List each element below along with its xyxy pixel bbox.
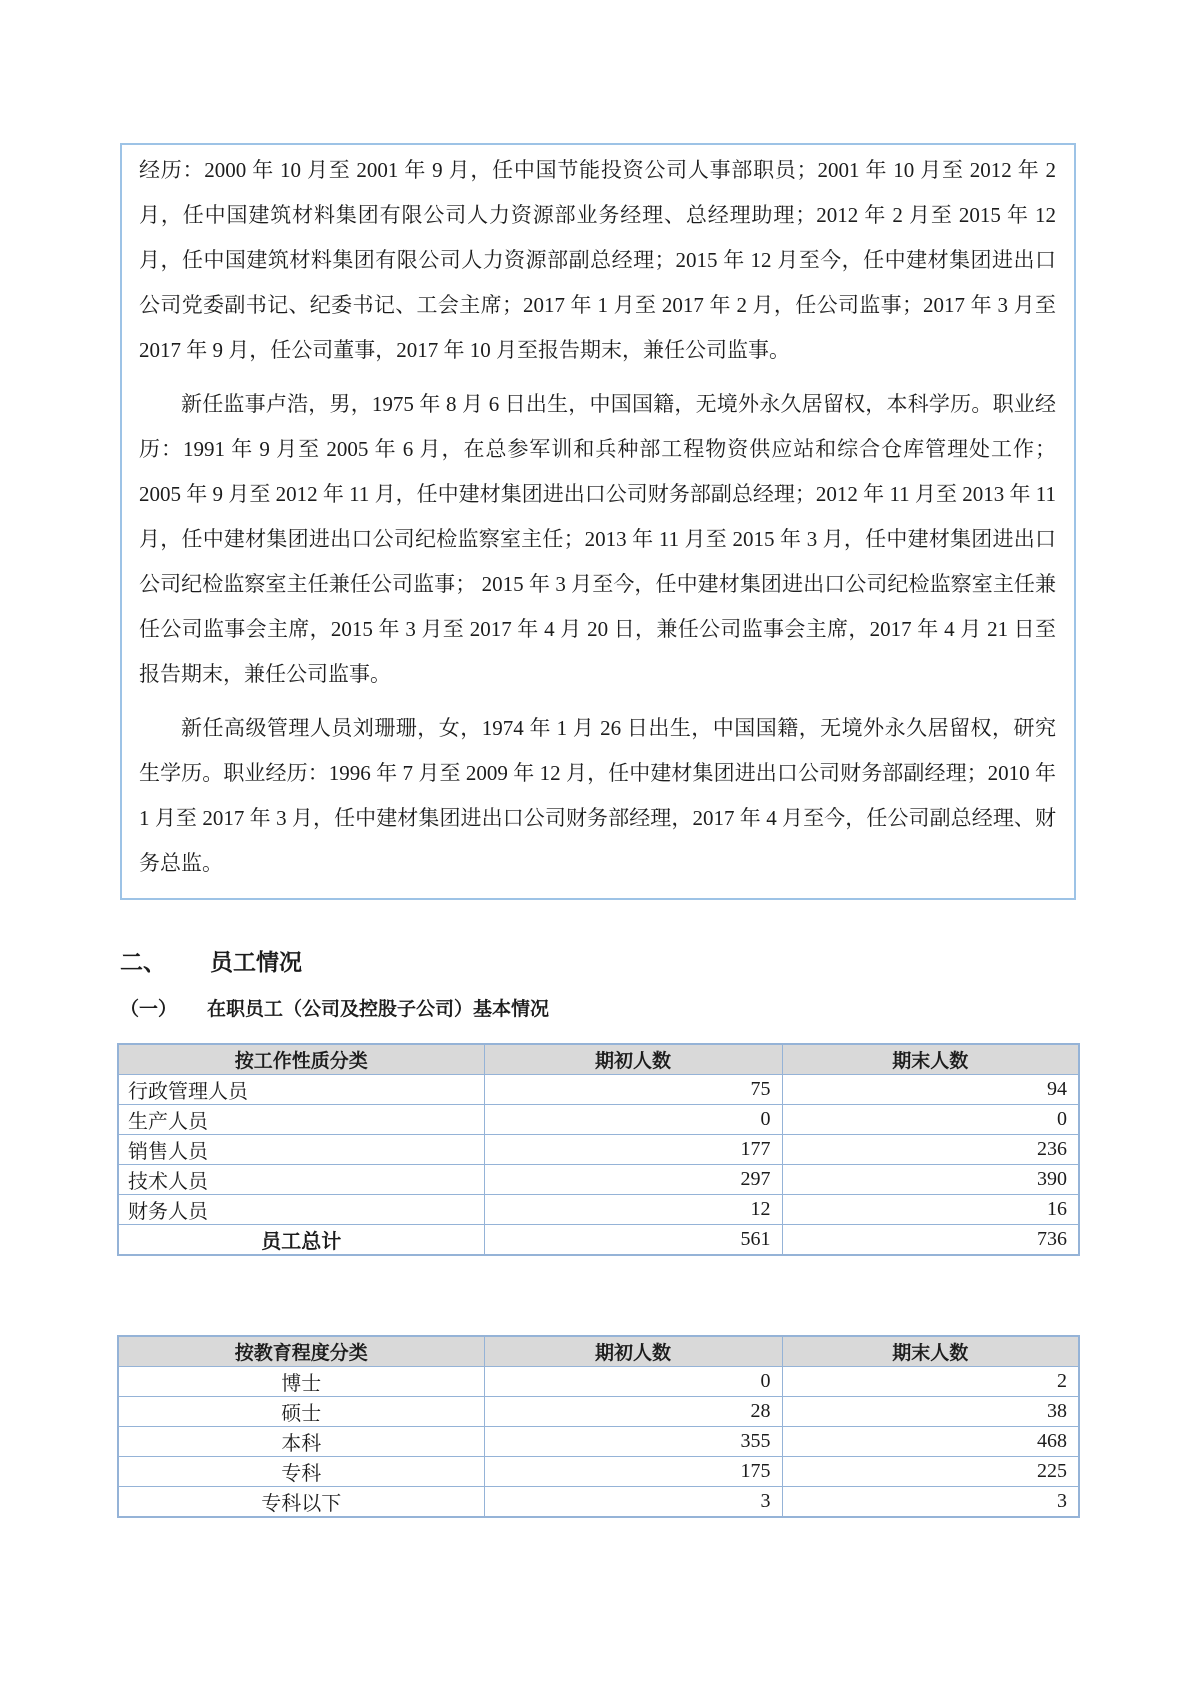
employees-by-job-table — [117, 1043, 1080, 1256]
table-row — [118, 1487, 1079, 1518]
table-row — [118, 1105, 1079, 1135]
start-count: 3 — [484, 1487, 782, 1518]
employees-by-education-table — [117, 1335, 1080, 1518]
end-count: 468 — [782, 1427, 1079, 1457]
subsection-number: （一） — [120, 999, 178, 1020]
table-header-row — [118, 1044, 1079, 1075]
row-label: 专科以下 — [118, 1487, 484, 1518]
table-total-row — [118, 1225, 1079, 1256]
table-row — [118, 1135, 1079, 1165]
end-count: 736 — [782, 1225, 1079, 1256]
row-label: 技术人员 — [118, 1165, 484, 1195]
table-row — [118, 1367, 1079, 1397]
subsection-heading — [120, 994, 549, 1021]
row-label: 专科 — [118, 1457, 484, 1487]
row-label: 硕士 — [118, 1397, 484, 1427]
section-heading — [120, 944, 302, 977]
total-label: 员工总计 — [118, 1225, 484, 1256]
start-count: 561 — [484, 1225, 782, 1256]
bio-paragraph-2: 新任监事卢浩，男，1975 年 8 月 6 日出生，中国国籍，无境外永久居留权，本科学历。职业经历：1991 年 9 月至 2005 年 6 月，在总参军训和兵种部工程物资供应站和综合仓库管理处工作；2005 年 9 月至 2012 年 11 月，任中建材集团进出口公司财务部副总经理；2012 年 11 月至 2013 年 11 月，任中建材集团进出口公司纪检监察室主任；2013 年 11 月至 2015 年 3 月，任中建材集团进出口公司纪检监察室主任兼任公司监事； 2015 年 3 月至今，任中建材集团进出口公司纪检监察室主任兼任公司监事会主席，2015 年 3 月至 2017 年 4 月 20 日，兼任公司监事会主席，2017 年 4 月 21 日至报告期末，兼任公司监事。 — [139, 392, 1056, 686]
start-count: 355 — [484, 1427, 782, 1457]
end-count: 16 — [782, 1195, 1079, 1225]
subsection-title: 在职员工（公司及控股子公司）基本情况 — [207, 999, 550, 1020]
bio-text-box — [120, 143, 1076, 900]
table-row — [118, 1165, 1079, 1195]
start-count: 12 — [484, 1195, 782, 1225]
row-label: 行政管理人员 — [118, 1075, 484, 1105]
row-label: 博士 — [118, 1367, 484, 1397]
start-count: 75 — [484, 1075, 782, 1105]
bio-paragraph-1: 经历：2000 年 10 月至 2001 年 9 月，任中国节能投资公司人事部职员；2001 年 10 月至 2012 年 2 月，任中国建筑材料集团有限公司人力资源部业务经理、总经理助理；2012 年 2 月至 2015 年 12 月，任中国建筑材料集团有限公司人力资源部副总经理；2015 年 12 月至今，任中建材集团进出口公司党委副书记、纪委书记、工会主席；2017 年 1 月至 2017 年 2 月，任公司监事；2017 年 3 月至 2017 年 9 月，任公司董事，2017 年 10 月至报告期末，兼任公司监事。 — [139, 158, 1056, 362]
column-header: 按教育程度分类 — [118, 1336, 484, 1367]
start-count: 297 — [484, 1165, 782, 1195]
end-count: 236 — [782, 1135, 1079, 1165]
row-label: 生产人员 — [118, 1105, 484, 1135]
column-header: 期末人数 — [782, 1044, 1079, 1075]
table-row — [118, 1195, 1079, 1225]
table-row — [118, 1457, 1079, 1487]
bio-paragraph-3: 新任高级管理人员刘珊珊，女，1974 年 1 月 26 日出生，中国国籍，无境外永久居留权，研究生学历。职业经历：1996 年 7 月至 2009 年 12 月，任中建材集团进出口公司财务部副经理；2010 年 1 月至 2017 年 3 月，任中建材集团进出口公司财务部经理，2017 年 4 月至今，任公司副总经理、财务总监。 — [139, 716, 1056, 875]
table-row — [118, 1397, 1079, 1427]
section-title: 员工情况 — [210, 949, 302, 975]
table-header-row — [118, 1336, 1079, 1367]
table-row — [118, 1427, 1079, 1457]
start-count: 0 — [484, 1367, 782, 1397]
end-count: 390 — [782, 1165, 1079, 1195]
start-count: 175 — [484, 1457, 782, 1487]
row-label: 财务人员 — [118, 1195, 484, 1225]
end-count: 94 — [782, 1075, 1079, 1105]
row-label: 销售人员 — [118, 1135, 484, 1165]
column-header: 按工作性质分类 — [118, 1044, 484, 1075]
column-header: 期末人数 — [782, 1336, 1079, 1367]
column-header: 期初人数 — [484, 1336, 782, 1367]
end-count: 38 — [782, 1397, 1079, 1427]
end-count: 0 — [782, 1105, 1079, 1135]
column-header: 期初人数 — [484, 1044, 782, 1075]
end-count: 225 — [782, 1457, 1079, 1487]
table-row — [118, 1075, 1079, 1105]
section-number: 二、 — [120, 949, 166, 975]
start-count: 0 — [484, 1105, 782, 1135]
end-count: 2 — [782, 1367, 1079, 1397]
end-count: 3 — [782, 1487, 1079, 1518]
start-count: 177 — [484, 1135, 782, 1165]
row-label: 本科 — [118, 1427, 484, 1457]
start-count: 28 — [484, 1397, 782, 1427]
